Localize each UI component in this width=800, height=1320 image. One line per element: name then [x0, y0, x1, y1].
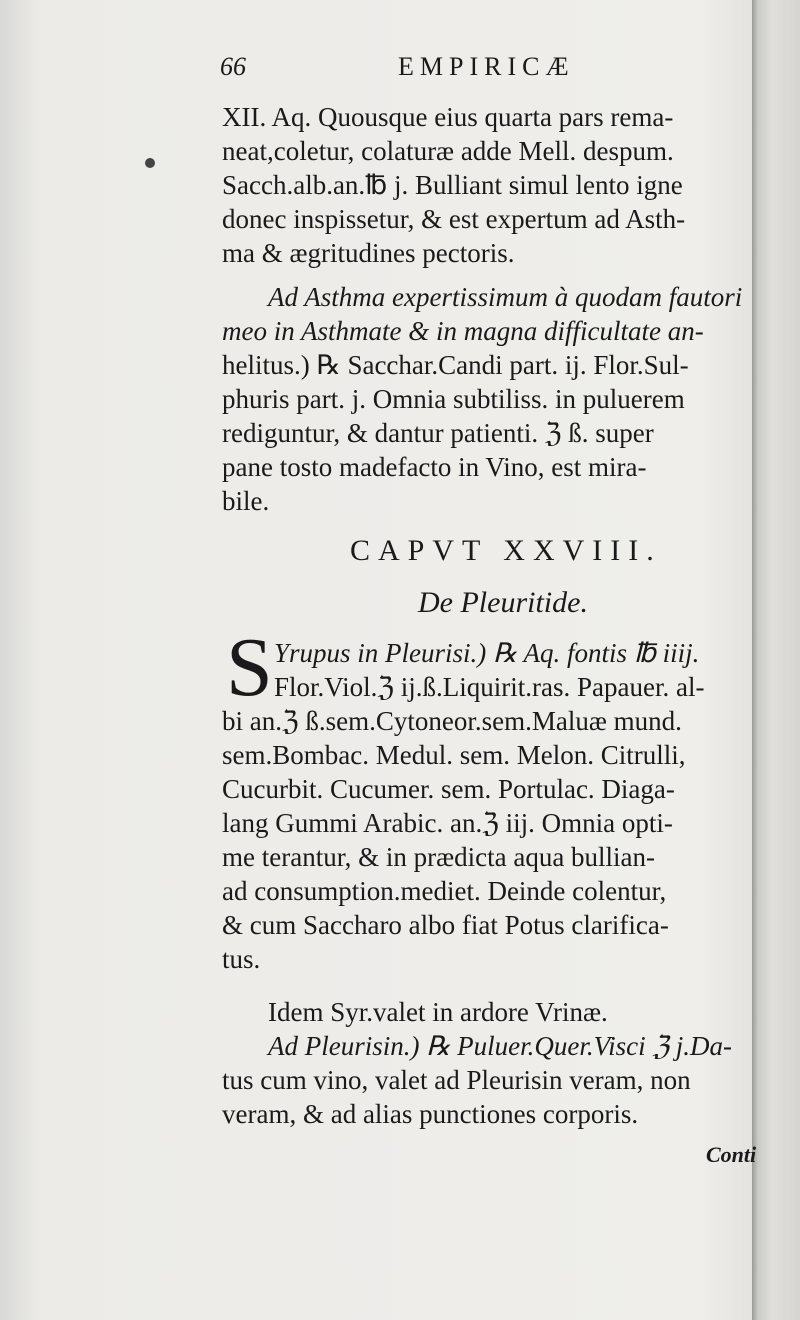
paragraph-4: [222, 995, 762, 1131]
text-line: helitus.) ℞ Sacchar.Candi part. ij. Flor.Sul-: [222, 350, 689, 380]
text-line: Sacch.alb.an.℔ j. Bulliant simul lento igne: [222, 170, 683, 200]
chapter-title: CAPVT XXVIII.: [350, 534, 662, 567]
text-line: bile.: [222, 486, 270, 516]
text-line: pane tosto madefacto in Vino, est mira-: [222, 452, 647, 482]
paragraph-2: [222, 280, 762, 518]
text-line: Yrupus in Pleurisi.) ℞ Aq. fontis ℔ iiij.: [274, 638, 700, 668]
text-line: neat,coletur, colaturæ adde Mell. despum.: [222, 136, 674, 166]
text-line: tus.: [222, 944, 261, 974]
text-line: donec inspissetur, & est expertum ad Asth-: [222, 204, 686, 234]
page-header: [220, 52, 760, 86]
running-head: EMPIRICÆ: [398, 52, 575, 81]
paragraph-1: [222, 100, 762, 270]
text-line: ma & ægritudines pectoris.: [222, 238, 515, 268]
text-line: lang Gummi Arabic. an.ℨ iij. Omnia opti-: [222, 808, 673, 838]
drop-cap: S: [226, 621, 273, 714]
text-line: Ad Pleurisin.) ℞ Puluer.Quer.Visci ℨ j.Da-: [268, 1031, 733, 1061]
text-line: meo in Asthmate & in magna difficultate an-: [222, 316, 704, 346]
text-line: rediguntur, & dantur patienti. ℨ ß. super: [222, 418, 654, 448]
text-line: ad consumption.mediet. Deinde colentur,: [222, 876, 667, 906]
text-line: Flor.Viol.ℨ ij.ß.Liquirit.ras. Papauer. al-: [274, 672, 705, 702]
catchword: Conti: [706, 1142, 757, 1167]
chapter-subtitle: De Pleuritide.: [418, 586, 588, 619]
page-number: 66: [220, 52, 246, 81]
text-line: phuris part. j. Omnia subtiliss. in puluerem: [222, 384, 685, 414]
text-line: & cum Saccharo albo fiat Potus clarifica-: [222, 910, 669, 940]
ink-spot: [145, 158, 155, 168]
text-line: veram, & ad alias punctiones corporis.: [222, 1099, 639, 1129]
text-line: tus cum vino, valet ad Pleurisin veram, non: [222, 1065, 691, 1095]
paragraph-3: [222, 636, 762, 976]
text-line: Ad Asthma expertissimum à quodam fautori: [268, 282, 743, 312]
text-line: bi an.ℨ ß.sem.Cytoneor.sem.Maluæ mund.: [222, 706, 682, 736]
text-line: Cucurbit. Cucumer. sem. Portulac. Diaga-: [222, 774, 675, 804]
text-line: sem.Bombac. Medul. sem. Melon. Citrulli,: [222, 740, 686, 770]
text-line: Idem Syr.valet in ardore Vrinæ.: [268, 997, 608, 1027]
text-line: me terantur, & in prædicta aqua bullian-: [222, 842, 656, 872]
text-line: XII. Aq. Quousque eius quarta pars rema-: [222, 102, 674, 132]
